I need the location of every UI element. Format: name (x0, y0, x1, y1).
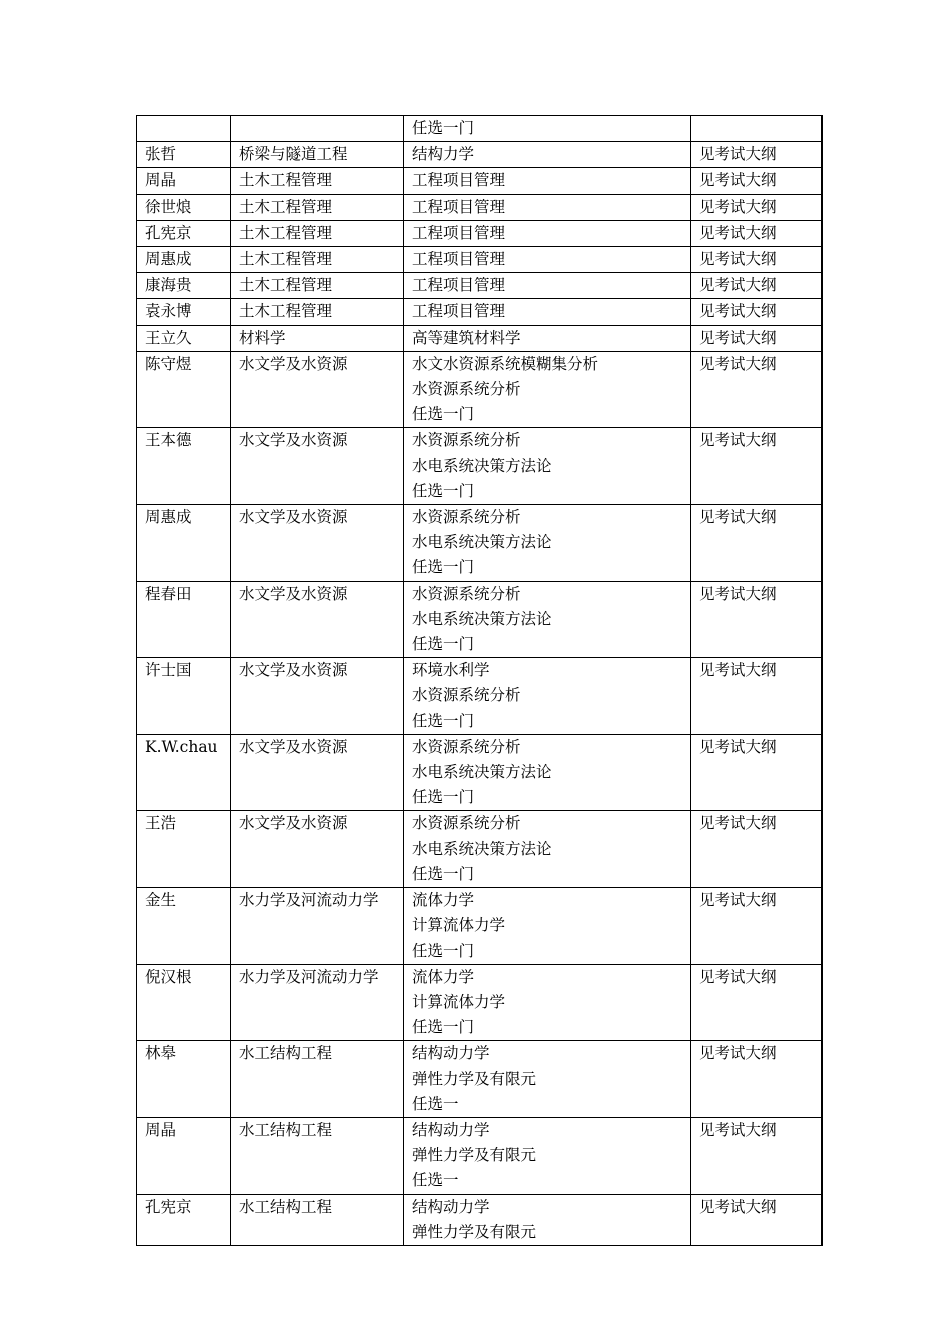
course-line: 水电系统决策方法论 (412, 456, 552, 475)
major-cell: 土木工程管理 (231, 273, 404, 299)
table-row (137, 194, 822, 220)
course-line: 水电系统决策方法论 (412, 533, 552, 552)
reference-cell: 见考试大纲 (691, 658, 822, 735)
course-line: 工程项目管理 (412, 250, 506, 269)
reference-cell: 见考试大纲 (691, 581, 822, 658)
reference-cell: 见考试大纲 (691, 299, 822, 325)
reference-cell: 见考试大纲 (691, 811, 822, 888)
course-cell (404, 325, 691, 351)
table-row (137, 964, 822, 1041)
advisor-name-cell: 林皋 (137, 1041, 231, 1118)
advisor-name-cell: 陈守煜 (137, 351, 231, 428)
course-cell (404, 964, 691, 1041)
advisor-name-cell: 王本德 (137, 428, 231, 505)
table-row (137, 581, 822, 658)
major-cell: 水工结构工程 (231, 1041, 404, 1118)
course-cell (404, 116, 691, 142)
course-line: 工程项目管理 (412, 276, 506, 295)
table-row (137, 888, 822, 965)
reference-cell: 见考试大纲 (691, 247, 822, 273)
reference-cell: 见考试大纲 (691, 142, 822, 168)
course-line: 水资源系统分析 (412, 584, 521, 603)
course-line: 水电系统决策方法论 (412, 609, 552, 628)
table-row (137, 247, 822, 273)
table-row (137, 325, 822, 351)
course-cell (404, 273, 691, 299)
major-cell (231, 116, 404, 142)
major-cell: 水力学及河流动力学 (231, 888, 404, 965)
reference-cell: 见考试大纲 (691, 888, 822, 965)
course-line: 任选一门 (412, 119, 475, 137)
course-line: 任选一门 (412, 405, 475, 424)
advisor-name-cell (137, 116, 231, 142)
course-line: 结构力学 (412, 145, 475, 164)
advisor-name-cell: 倪汉根 (137, 964, 231, 1041)
major-cell: 桥梁与隧道工程 (231, 142, 404, 168)
reference-cell: 见考试大纲 (691, 220, 822, 246)
major-cell: 水力学及河流动力学 (231, 964, 404, 1041)
course-line: 工程项目管理 (412, 223, 506, 242)
course-cell (404, 1041, 691, 1118)
major-cell: 土木工程管理 (231, 247, 404, 273)
reference-cell (691, 116, 822, 142)
table-row (137, 351, 822, 428)
exam-subjects-table (136, 115, 823, 1246)
table-row (137, 1194, 822, 1245)
major-cell: 水文学及水资源 (231, 581, 404, 658)
course-line: 弹性力学及有限元 (412, 1069, 537, 1088)
course-line: 水资源系统分析 (412, 380, 521, 399)
table-row (137, 273, 822, 299)
course-cell (404, 351, 691, 428)
table-row (137, 734, 822, 811)
course-line: 工程项目管理 (412, 302, 506, 321)
advisor-name-cell: 张哲 (137, 142, 231, 168)
major-cell: 水文学及水资源 (231, 351, 404, 428)
major-cell: 土木工程管理 (231, 299, 404, 325)
reference-cell: 见考试大纲 (691, 505, 822, 582)
table-row (137, 811, 822, 888)
course-line: 结构动力学 (412, 1044, 490, 1063)
table-row (137, 428, 822, 505)
major-cell: 土木工程管理 (231, 168, 404, 194)
table-row (137, 142, 822, 168)
major-cell: 水工结构工程 (231, 1117, 404, 1194)
course-cell (404, 428, 691, 505)
table-row (137, 116, 822, 142)
advisor-name-cell: 金生 (137, 888, 231, 965)
advisor-name-cell: 王立久 (137, 325, 231, 351)
major-cell: 水文学及水资源 (231, 811, 404, 888)
course-cell (404, 247, 691, 273)
advisor-name-cell: 周惠成 (137, 505, 231, 582)
course-line: 水资源系统分析 (412, 814, 521, 833)
advisor-name-cell: 孔宪京 (137, 1194, 231, 1245)
advisor-name-cell: 周惠成 (137, 247, 231, 273)
advisor-name-cell: K.W.chau (137, 734, 231, 811)
advisor-name-cell: 康海贵 (137, 273, 231, 299)
course-cell (404, 811, 691, 888)
advisor-name-cell: 徐世烺 (137, 194, 231, 220)
course-line: 水资源系统分析 (412, 686, 521, 705)
reference-cell: 见考试大纲 (691, 1117, 822, 1194)
course-cell (404, 505, 691, 582)
table-row (137, 299, 822, 325)
major-cell: 材料学 (231, 325, 404, 351)
table-row (137, 220, 822, 246)
major-cell: 水文学及水资源 (231, 658, 404, 735)
major-cell: 水文学及水资源 (231, 505, 404, 582)
course-line: 水资源系统分析 (412, 508, 521, 527)
course-line: 流体力学 (412, 967, 475, 986)
advisor-name-cell: 王浩 (137, 811, 231, 888)
course-line: 任选一门 (412, 558, 475, 577)
course-line: 任选一门 (412, 481, 475, 500)
advisor-name-cell: 许士国 (137, 658, 231, 735)
reference-cell: 见考试大纲 (691, 734, 822, 811)
reference-cell: 见考试大纲 (691, 964, 822, 1041)
course-line: 弹性力学及有限元 (412, 1146, 537, 1165)
advisor-name-cell: 孔宪京 (137, 220, 231, 246)
course-cell (404, 888, 691, 965)
major-cell: 土木工程管理 (231, 194, 404, 220)
course-line: 弹性力学及有限元 (412, 1222, 537, 1241)
course-cell (404, 220, 691, 246)
table-row (137, 168, 822, 194)
course-line: 工程项目管理 (412, 171, 506, 190)
advisor-name-cell: 周晶 (137, 1117, 231, 1194)
course-line: 环境水利学 (412, 661, 490, 680)
course-line: 工程项目管理 (412, 197, 506, 216)
course-line: 水电系统决策方法论 (412, 763, 552, 782)
course-line: 任选一门 (412, 635, 475, 654)
advisor-name-cell: 袁永博 (137, 299, 231, 325)
course-line: 结构动力学 (412, 1120, 490, 1139)
course-line: 任选一门 (412, 864, 475, 883)
major-cell: 水工结构工程 (231, 1194, 404, 1245)
course-line: 任选一 (412, 1094, 459, 1113)
major-cell: 水文学及水资源 (231, 734, 404, 811)
reference-cell: 见考试大纲 (691, 168, 822, 194)
course-cell (404, 299, 691, 325)
course-line: 水电系统决策方法论 (412, 839, 552, 858)
course-cell (404, 734, 691, 811)
course-line: 水文水资源系统模糊集分析 (412, 354, 599, 373)
reference-cell: 见考试大纲 (691, 428, 822, 505)
major-cell: 水文学及水资源 (231, 428, 404, 505)
reference-cell: 见考试大纲 (691, 273, 822, 299)
reference-cell: 见考试大纲 (691, 1194, 822, 1245)
course-cell (404, 142, 691, 168)
course-line: 高等建筑材料学 (412, 328, 521, 347)
reference-cell: 见考试大纲 (691, 351, 822, 428)
course-line: 水资源系统分析 (412, 737, 521, 756)
reference-cell: 见考试大纲 (691, 1041, 822, 1118)
table-row (137, 1041, 822, 1118)
course-cell (404, 168, 691, 194)
course-line: 任选一门 (412, 788, 475, 807)
course-line: 计算流体力学 (412, 916, 506, 935)
course-cell (404, 1194, 691, 1245)
course-line: 结构动力学 (412, 1197, 490, 1216)
course-line: 计算流体力学 (412, 992, 506, 1011)
course-line: 水资源系统分析 (412, 431, 521, 450)
course-cell (404, 658, 691, 735)
course-line: 任选一 (412, 1171, 459, 1190)
table-body (137, 116, 822, 1246)
course-line: 任选一门 (412, 1018, 475, 1037)
course-cell (404, 581, 691, 658)
reference-cell: 见考试大纲 (691, 325, 822, 351)
course-line: 任选一门 (412, 711, 475, 730)
table-row (137, 1117, 822, 1194)
course-line: 流体力学 (412, 891, 475, 910)
course-cell (404, 194, 691, 220)
major-cell: 土木工程管理 (231, 220, 404, 246)
advisor-name-cell: 周晶 (137, 168, 231, 194)
reference-cell: 见考试大纲 (691, 194, 822, 220)
table-row (137, 505, 822, 582)
course-line: 任选一门 (412, 941, 475, 960)
table-row (137, 658, 822, 735)
course-cell (404, 1117, 691, 1194)
advisor-name-cell: 程春田 (137, 581, 231, 658)
